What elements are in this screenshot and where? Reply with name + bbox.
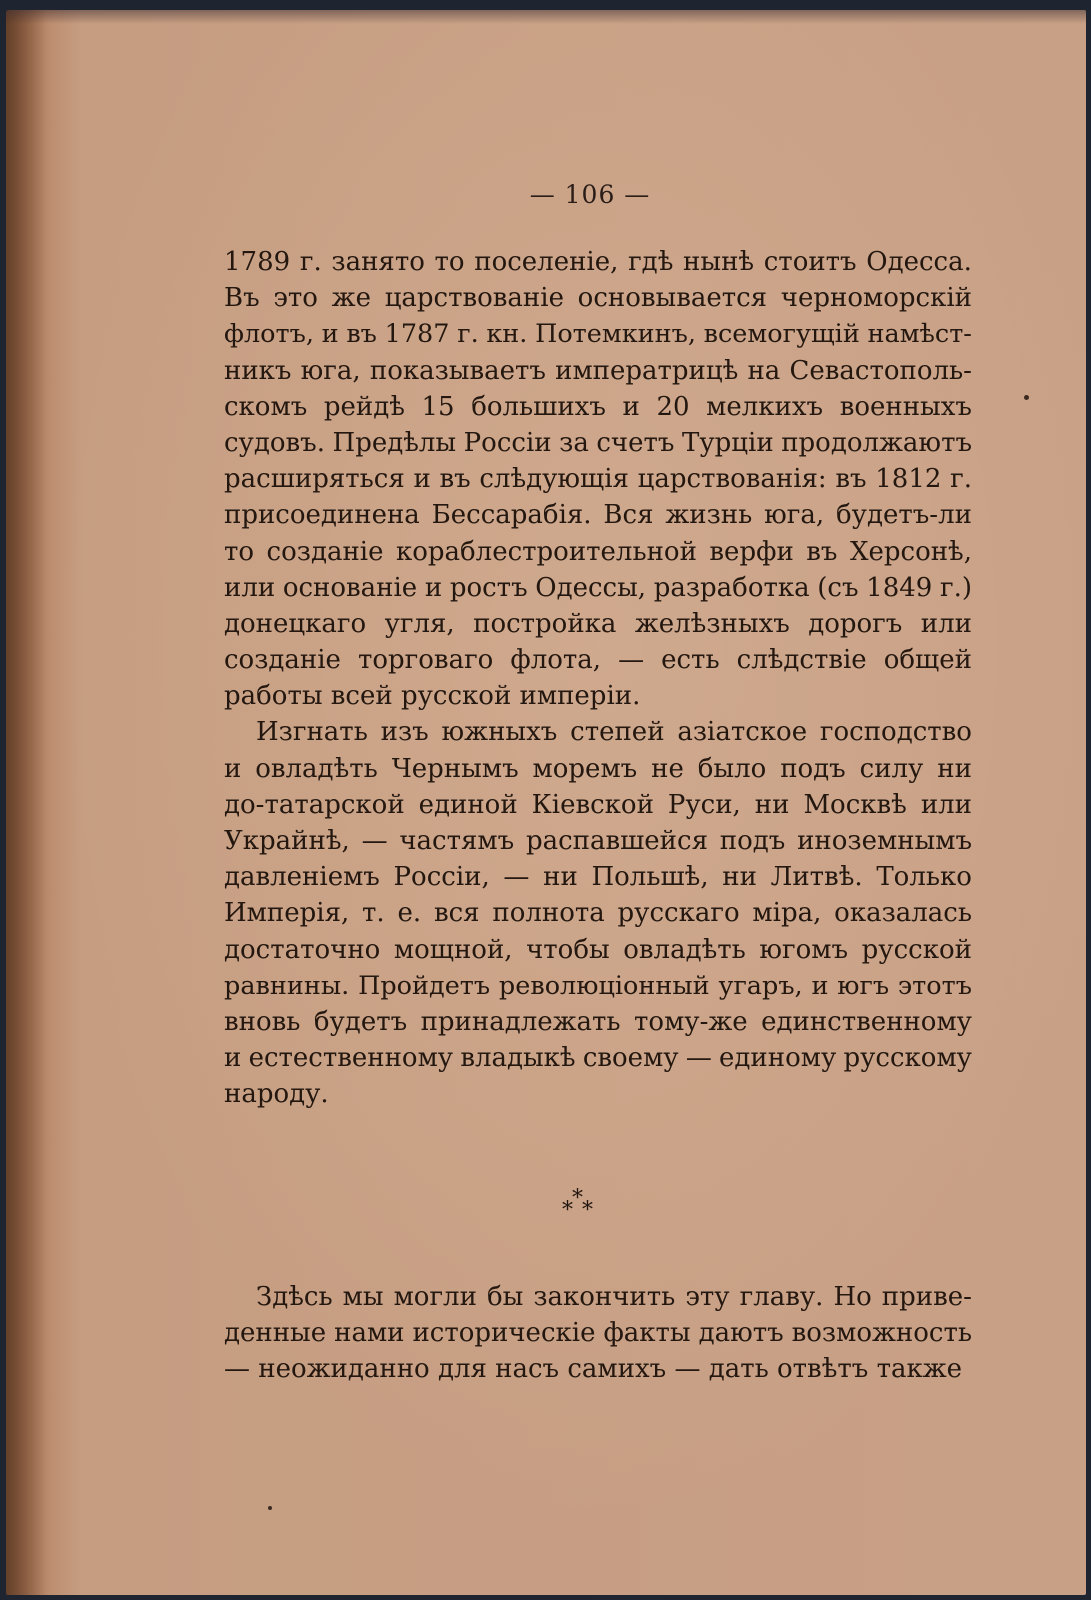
section-gap (224, 1113, 972, 1195)
text-line: скомъ рейдѣ 15 большихъ и 20 мелкихъ военныхъ (224, 391, 972, 422)
text-line: или основаніе и ростъ Одессы, разработка (съ 1849 г.) (224, 572, 972, 603)
text-line: флотъ, и въ 1787 г. кн. Потемкинъ, всемогущій намѣст- (224, 319, 972, 350)
paragraph-1 (224, 244, 972, 714)
text-line: до-татарской единой Кіевской Руси, ни Москвѣ или (224, 789, 972, 820)
page-number: — 106 — (529, 180, 651, 209)
asterism-separator (224, 1185, 972, 1251)
text-line: Имперія, т. е. вся полнота русскаго міра, оказалась (224, 898, 972, 929)
paper-speck (268, 1506, 272, 1510)
text-line: давленіемъ Россіи, — ни Польшѣ, ни Литвѣ. Только (224, 862, 972, 893)
text-line: расширяться и въ слѣдующія царствованія: въ 1812 г. (224, 464, 972, 495)
text-line: Украйнѣ, — частямъ распавшейся подъ иноземнымъ (224, 826, 972, 856)
spine-shadow (6, 10, 46, 1595)
text-line: созданіе торговаго флота, — есть слѣдствіе общей (224, 645, 972, 676)
text-line: — неожиданно для насъ самихъ — дать отвѣтъ также (224, 1353, 963, 1384)
text-line: народу. (224, 1079, 329, 1110)
asterism-star-top: * (572, 1185, 583, 1211)
paragraph-3 (224, 1279, 972, 1388)
text-line: судовъ. Предѣлы Россіи за счетъ Турціи продолжаютъ (224, 427, 972, 458)
paragraph-2 (224, 714, 972, 1112)
body-text (224, 244, 972, 1387)
text-line: и овладѣть Чернымъ моремъ не было подъ силу ни (224, 753, 972, 784)
asterism-star-right: * (582, 1197, 593, 1223)
text-line: достаточно мощной, чтобы овладѣть югомъ русской (224, 934, 972, 965)
text-line: Здѣсь мы могли бы закончить эту главу. Но приве- (256, 1281, 972, 1312)
asterism-star-left: * (562, 1197, 573, 1223)
paper-speck (1024, 395, 1029, 400)
text-line: 1789 г. занято то поселеніе, гдѣ нынѣ стоитъ Одесса. (224, 247, 972, 277)
text-line: Изгнать изъ южныхъ степей азіатское господство (256, 717, 972, 748)
text-line: присоединена Бессарабія. Вся жизнь юга, будетъ-ли (224, 500, 972, 531)
text-line: денные нами историческіе факты даютъ возможность (224, 1317, 972, 1348)
text-line: вновь будетъ принадлежать тому-же единственному (224, 1006, 972, 1037)
top-edge-shadow (6, 10, 1086, 24)
text-line: работы всей русской имперіи. (224, 681, 641, 712)
section-gap (224, 1251, 972, 1279)
text-line: донецкаго угля, постройка желѣзныхъ дорогъ или (224, 608, 972, 639)
text-line: то созданіе кораблестроительной верфи въ Херсонѣ, (224, 536, 972, 567)
text-line: равнины. Пройдетъ революціонный угаръ, и югъ этотъ (224, 970, 972, 1001)
text-line: Въ это же царствованіе основывается черноморскій (224, 283, 972, 314)
text-line: и естественному владыкѣ своему — единому русскому (224, 1043, 972, 1074)
text-line: никъ юга, показываетъ императрицѣ на Севастополь- (224, 355, 972, 386)
